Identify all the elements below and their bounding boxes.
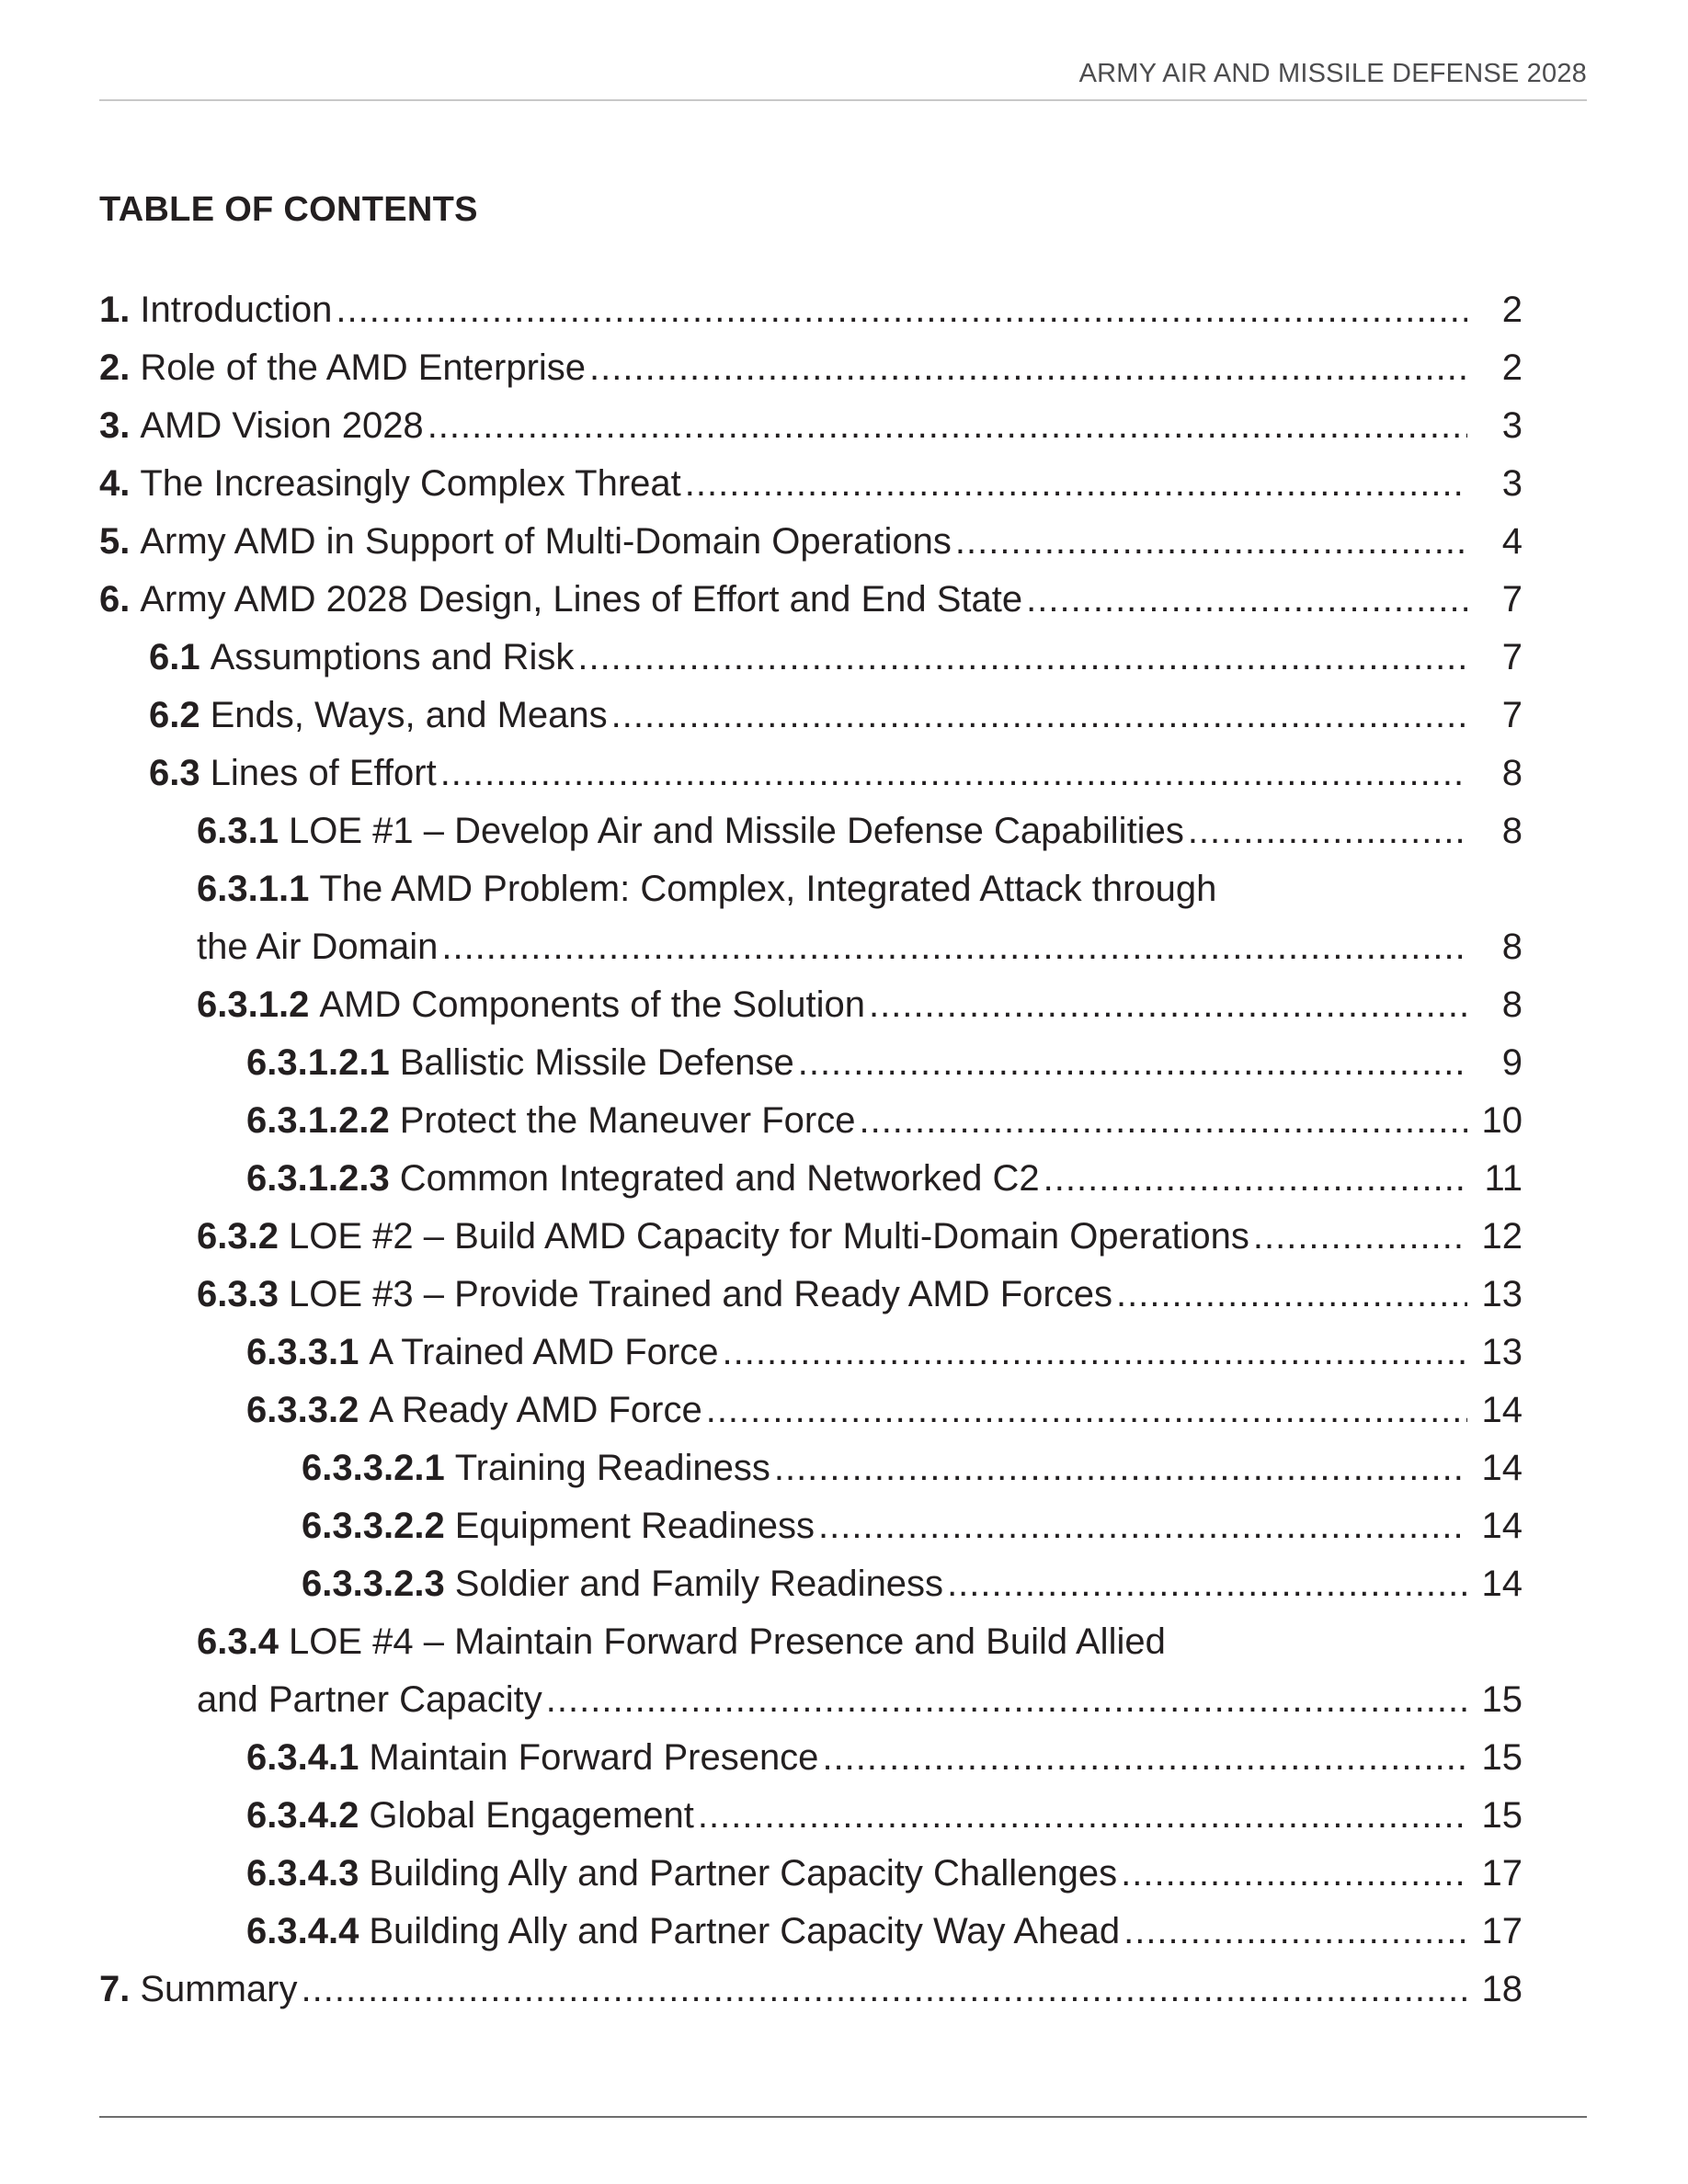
toc-entry-page: 13	[1481, 1332, 1523, 1372]
dot-leader	[428, 405, 1467, 447]
toc-entry[interactable]	[99, 1150, 1523, 1208]
running-header: ARMY AIR AND MISSILE DEFENSE 2028	[1078, 59, 1587, 88]
toc-entry-page: 15	[1481, 1795, 1523, 1836]
toc-entry-number: 6.	[99, 579, 131, 620]
toc-entry-title: Army AMD in Support of Multi-Domain Operations	[140, 521, 952, 562]
toc-entry-page: 15	[1481, 1737, 1523, 1778]
toc-entry-page: 2	[1501, 290, 1523, 330]
toc-entry-page: 2	[1501, 347, 1523, 388]
dot-leader	[685, 463, 1467, 505]
dot-leader	[1188, 811, 1467, 852]
dot-leader	[1123, 1911, 1467, 1952]
toc-entry[interactable]	[99, 281, 1523, 339]
toc-entry-title: Global Engagement	[369, 1795, 694, 1836]
toc-entry[interactable]	[99, 1961, 1523, 2019]
toc-entry-number: 6.3.4.1	[246, 1737, 359, 1778]
toc-entry-title: A Ready AMD Force	[369, 1390, 702, 1430]
toc-entry-title: Common Integrated and Networked C2	[399, 1158, 1040, 1199]
toc-entry[interactable]	[99, 1266, 1523, 1324]
toc-entry-title: Soldier and Family Readiness	[454, 1564, 944, 1604]
toc-entry[interactable]	[99, 1439, 1523, 1497]
toc-entry[interactable]	[99, 513, 1523, 571]
toc-entry[interactable]	[99, 1555, 1523, 1613]
toc-entry[interactable]	[99, 1845, 1523, 1903]
toc-entry[interactable]	[99, 629, 1523, 687]
toc-entry-number: 6.3.1	[197, 811, 279, 851]
toc-entry-page: 14	[1481, 1448, 1523, 1488]
toc-entry-page: 9	[1501, 1042, 1523, 1083]
dot-leader	[698, 1795, 1467, 1837]
toc-entry-number: 6.1	[149, 637, 200, 677]
dot-leader	[1253, 1216, 1467, 1257]
toc-entry-page: 17	[1481, 1911, 1523, 1951]
toc-entry-number: 6.3.3.1	[246, 1332, 359, 1372]
toc-entry[interactable]	[99, 1787, 1523, 1845]
toc-entry-number: 4.	[99, 463, 131, 504]
toc-entry[interactable]	[99, 1613, 1523, 1671]
toc-entry-title: Role of the AMD Enterprise	[140, 347, 587, 388]
toc-title: TABLE OF CONTENTS	[99, 190, 478, 229]
toc-entry-title: A Trained AMD Force	[369, 1332, 719, 1372]
toc-entry-title: Army AMD 2028 Design, Lines of Effort and End State	[140, 579, 1023, 620]
toc-entry-number: 6.3.1.2.1	[246, 1042, 390, 1083]
dot-leader	[1116, 1274, 1467, 1315]
toc-entry-title: LOE #3 – Provide Trained and Ready AMD Forces	[288, 1274, 1112, 1314]
toc-entry-page: 3	[1501, 405, 1523, 446]
dot-leader	[722, 1332, 1467, 1373]
dot-leader	[1121, 1853, 1467, 1894]
toc-entry-continuation[interactable]	[99, 1671, 1523, 1729]
toc-entry-number: 6.3.1.2.3	[246, 1158, 390, 1199]
table-of-contents	[99, 281, 1523, 2019]
toc-entry[interactable]	[99, 1497, 1523, 1555]
toc-entry-page: 11	[1484, 1158, 1523, 1199]
toc-entry-number: 6.3	[149, 753, 200, 793]
toc-entry-page: 4	[1501, 521, 1523, 562]
toc-entry-page: 15	[1481, 1679, 1523, 1720]
toc-entry-title: Maintain Forward Presence	[369, 1737, 819, 1778]
toc-entry-title: Summary	[140, 1969, 298, 2009]
toc-entry-number: 6.3.3.2.1	[302, 1448, 445, 1488]
toc-entry-number: 6.3.3.2.3	[302, 1564, 445, 1604]
toc-entry-page: 10	[1481, 1100, 1523, 1141]
toc-entry[interactable]	[99, 1729, 1523, 1787]
dot-leader	[859, 1100, 1467, 1142]
toc-entry[interactable]	[99, 1903, 1523, 1961]
toc-entry[interactable]	[99, 455, 1523, 513]
toc-entry-page: 12	[1481, 1216, 1523, 1257]
toc-entry-page: 13	[1481, 1274, 1523, 1314]
toc-entry-number: 5.	[99, 521, 131, 562]
dot-leader	[955, 521, 1467, 563]
toc-entry-number: 6.3.1.2	[197, 984, 310, 1025]
toc-entry[interactable]	[99, 1034, 1523, 1092]
dot-leader	[589, 347, 1467, 389]
toc-entry[interactable]	[99, 571, 1523, 629]
dot-leader	[611, 695, 1467, 736]
toc-entry-title: LOE #2 – Build AMD Capacity for Multi-Domain Operations	[288, 1216, 1249, 1257]
toc-entry[interactable]	[99, 1092, 1523, 1150]
dot-leader	[869, 984, 1467, 1026]
toc-entry-number: 6.3.3	[197, 1274, 279, 1314]
toc-entry-title-continuation: and Partner Capacity	[197, 1679, 542, 1720]
toc-entry-page: 7	[1501, 579, 1523, 620]
toc-entry[interactable]	[99, 1382, 1523, 1439]
toc-entry-title: Introduction	[140, 290, 333, 330]
toc-entry-number: 2.	[99, 347, 131, 388]
toc-entry-page: 8	[1501, 811, 1523, 851]
toc-entry-title: The AMD Problem: Complex, Integrated Attack through	[319, 869, 1217, 909]
toc-entry-title: The Increasingly Complex Threat	[140, 463, 681, 504]
dot-leader	[1044, 1158, 1467, 1200]
toc-entry[interactable]	[99, 339, 1523, 397]
toc-entry-title: Protect the Maneuver Force	[399, 1100, 856, 1141]
toc-entry-page: 18	[1481, 1969, 1523, 2009]
dot-leader	[1026, 579, 1467, 620]
dot-leader	[336, 290, 1467, 331]
toc-entry[interactable]	[99, 745, 1523, 802]
toc-entry-title: Building Ally and Partner Capacity Way Ahead	[369, 1911, 1121, 1951]
toc-entry-number: 3.	[99, 405, 131, 446]
toc-entry[interactable]	[99, 802, 1523, 860]
toc-entry-page: 17	[1481, 1853, 1523, 1894]
toc-entry-number: 6.3.4.4	[246, 1911, 359, 1951]
dot-leader	[302, 1969, 1468, 2010]
toc-entry-page: 7	[1501, 695, 1523, 735]
dot-leader	[818, 1506, 1467, 1547]
toc-entry-number: 6.3.4.2	[246, 1795, 359, 1836]
toc-entry[interactable]	[99, 397, 1523, 455]
toc-entry-title-continuation: the Air Domain	[197, 927, 439, 967]
toc-entry-page: 7	[1501, 637, 1523, 677]
footer-rule	[99, 2116, 1587, 2118]
toc-entry-title: LOE #1 – Develop Air and Missile Defense Capabilities	[288, 811, 1184, 851]
toc-entry-number: 6.3.4	[197, 1621, 279, 1662]
toc-entry-page: 14	[1481, 1564, 1523, 1604]
toc-entry-title: AMD Vision 2028	[140, 405, 424, 446]
toc-entry-page: 8	[1501, 927, 1523, 967]
dot-leader	[822, 1737, 1467, 1779]
toc-entry-page: 3	[1501, 463, 1523, 504]
dot-leader	[947, 1564, 1467, 1605]
toc-entry-title: Building Ally and Partner Capacity Challenges	[369, 1853, 1118, 1894]
toc-entry-continuation[interactable]	[99, 918, 1523, 976]
toc-entry-page: 14	[1481, 1506, 1523, 1546]
toc-entry-page: 14	[1481, 1390, 1523, 1430]
toc-entry-number: 6.3.3.2	[246, 1390, 359, 1430]
toc-entry[interactable]	[99, 1208, 1523, 1266]
toc-entry-number: 1.	[99, 290, 131, 330]
dot-leader	[774, 1448, 1467, 1489]
toc-entry[interactable]	[99, 687, 1523, 745]
dot-leader	[706, 1390, 1467, 1431]
dot-leader	[798, 1042, 1467, 1084]
toc-entry-title: Lines of Effort	[210, 753, 437, 793]
toc-entry-page: 8	[1501, 984, 1523, 1025]
toc-entry-title: Assumptions and Risk	[210, 637, 575, 677]
toc-entry[interactable]	[99, 976, 1523, 1034]
dot-leader	[440, 753, 1467, 794]
toc-entry-number: 6.3.3.2.2	[302, 1506, 445, 1546]
toc-entry-number: 6.2	[149, 695, 200, 735]
toc-entry[interactable]	[99, 1324, 1523, 1382]
toc-entry-title: Training Readiness	[454, 1448, 770, 1488]
toc-entry-number: 7.	[99, 1969, 131, 2009]
toc-entry-title: LOE #4 – Maintain Forward Presence and Build Allied	[288, 1621, 1166, 1662]
toc-entry-title: Equipment Readiness	[454, 1506, 815, 1546]
toc-entry-number: 6.3.2	[197, 1216, 279, 1257]
toc-entry-page: 8	[1501, 753, 1523, 793]
toc-entry-number: 6.3.1.1	[197, 869, 310, 909]
toc-entry-title: Ends, Ways, and Means	[210, 695, 608, 735]
toc-entry[interactable]	[99, 860, 1523, 918]
toc-entry-number: 6.3.4.3	[246, 1853, 359, 1894]
toc-entry-title: Ballistic Missile Defense	[399, 1042, 794, 1083]
dot-leader	[577, 637, 1467, 678]
toc-entry-number: 6.3.1.2.2	[246, 1100, 390, 1141]
dot-leader	[546, 1679, 1467, 1721]
dot-leader	[441, 927, 1467, 968]
header-rule	[99, 99, 1587, 101]
toc-entry-title: AMD Components of the Solution	[319, 984, 865, 1025]
